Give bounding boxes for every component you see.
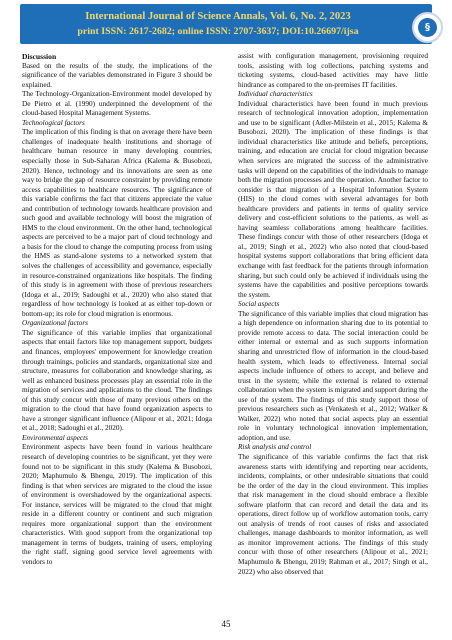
page-number: 45 bbox=[221, 619, 231, 629]
body-paragraph: The Technology-Organization-Environment model developed by De Pietro et al. (1990) underpinned the development of the cloud-based Hospital Management Systems. bbox=[22, 90, 212, 118]
section-heading: Discussion bbox=[22, 52, 57, 61]
subsection-heading: Social aspects bbox=[238, 300, 280, 309]
body-paragraph: assist with configuration management, provisioning required tools, assisting with log collections, patching systems and ticketing systems, cloud-based activities may have little hindrance as compared to the on-premises IT facilities. bbox=[238, 52, 428, 89]
journal-issn-doi-line: print ISSN: 2617-2682; online ISSN: 2707-3637; DOI:10.26697/ijsa bbox=[77, 26, 359, 37]
right-text-column bbox=[238, 52, 428, 577]
body-paragraph: The significance of this variable implies that cloud migration has a high dependence on information sharing due to its potential to provide remote access to data. The social interaction could be either internal or external and as such supports information sharing and unrestricted flow of information in the cloud-based health system, which leads to effectiveness. Internal social aspects include influence of others to accept, and believe and trust in the system; while the external is related to external collaboration when the system is migrated and support during the use of the system. The findings of this study support those of previous researchers such as (Venkatesh et al., 2012; Walker & Walker, 2022) who noted that social aspects play an essential role in voluntary technological innovation implementation, adoption, and use. bbox=[238, 309, 428, 442]
subsection-heading: Risk analysis and control bbox=[238, 443, 312, 452]
subsection-heading: Organizational factors bbox=[22, 319, 88, 328]
journal-header-banner bbox=[20, 4, 432, 44]
subsection-heading: Environmental aspects bbox=[22, 433, 88, 442]
left-text-column bbox=[22, 52, 212, 568]
journal-seal-icon: § bbox=[412, 12, 443, 43]
body-paragraph: Based on the results of the study, the implications of the significance of the variables demonstrated in Figure 3 should be explained. bbox=[22, 61, 212, 89]
subsection-heading: Individual characteristics bbox=[238, 90, 313, 99]
body-paragraph: The implication of this finding is that on average there have been challenges of inadequate health institutions and shortage of healthcare human resource in many developing countries, especially those in Sub-Saharan Africa (Kalema & Busobozi, 2020). Hence, technology and its innovations are seen as one way to bridge the gap of resource constraint by providing remote access capabilities to healthcare resources. The significance of this variable confirms the fact that citizens appreciate the value and contribution of technology towards healthcare provision and such good and available technology will boost the migration of HMS to the cloud environment. On the other hand, technological aspects are perceived to be a major part of cloud technology and a basis for the cloud to change the computing process from using the HMS as stand-alone systems to a networked system that solves the challenges of accessibility and governance, especially in resource-constrained organizations like hospitals. The finding of this study is in agreement with those of previous researchers (Idoga et al., 2019; Sadoughi et al., 2020) who also stated that regardless of how technology is looked at as either top-down or bottom-up; its role for cloud migration is enormous. bbox=[22, 128, 212, 318]
subsection-heading: Technological factors bbox=[22, 118, 85, 127]
journal-title-line: International Journal of Science Annals, Vol. 6, No. 2, 2023 bbox=[85, 11, 351, 22]
body-paragraph: Individual characteristics have been found in much previous research of technological innovation adoption, implementation and use to be significant (Adler-Milstein et al., 2015; Kalema & Busobozi, 2020). The implication of these findings is that individual characteristics like attitude and beliefs, perceptions, training, and education are crucial for cloud migration because when services are migrated the success of the administrative tasks will depend on the capabilities of the individuals to manage both the migration processes and the operation. Another factor to consider is that migration of a Hospital Information System (HIS) to the cloud comes with several advantages for both healthcare providers and patients in terms of quality service delivery and cost-efficient solutions to the patients, as well as having seamless collaborations among healthcare facilities. These findings concur with those of other researchers (Idoga et al., 2019; Singh et al., 2022) who also noted that cloud-based hospital systems support collaborations that bring efficient data exchange with fast feedback for the patients through information sharing, but such could only be achieved if individuals using the systems have the capabilities and positive perceptions towards the system. bbox=[238, 99, 428, 299]
body-paragraph: The significance of this variable confirms the fact that risk awareness starts with identifying and reporting near accidents, incidents, complaints, or other undesirable situations that could be the order of the day in the cloud environment. This implies that risk management in the cloud should embrace a flexible software platform that can record and detail the data and its operations, direct follow up of workflow automation tools, carry out analysis of trends of root causes of risks and associated challenges, manage dashboards to monitor information, as well as monitor improvement actions. The findings of this study concur with those of other researchers (Alipour et al., 2021; Maphumulo & Bhengu, 2019; Rahman et al., 2017; Singh et al., 2022) who also observed that bbox=[238, 452, 428, 576]
body-paragraph: Environment aspects have been found in various healthcare research of developing countries to be significant, yet they were found not to be significant in this study (Kalema & Busobozi, 2020; Maphumulo & Bhengu, 2019). The implication of this finding is that when services are migrated to the cloud the issue of environment is overshadowed by the organizational aspects. For instance, services will be migrated to the cloud that might reside in a different country or continent and such migration requires more organizational support than the environment characteristics. With good support from the organizational top management in terms of budgets, training of users, employing the right staff, signing good service level agreements with vendors to bbox=[22, 443, 212, 566]
body-paragraph: The significance of this variable implies that organizational aspects that entail factors like top management support, budgets and finances, employees' empowerment for knowledge creation through trainings, policies and standards, organizational size and structure, measures for collaboration and knowledge sharing, as well as enhanced business processes play an essential role in the migration of services and applications to the cloud. The findings of this study concur with those of many previous others on the migration to the cloud that have found organization aspects to have a stronger significant influence (Alipour et al., 2021; Idoga et al., 2018; Sadoughi et al., 2020). bbox=[22, 328, 212, 433]
